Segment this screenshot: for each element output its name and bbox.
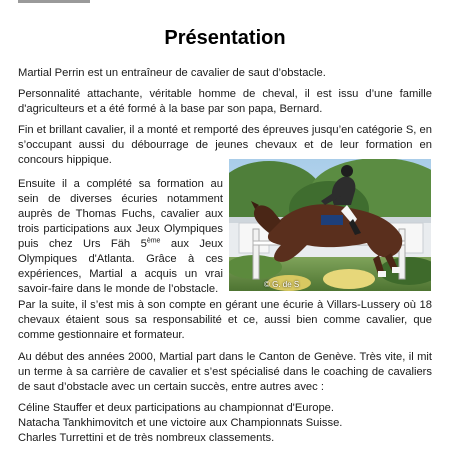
paragraph-coaching: Au début des années 2000, Martial part dans le Canton de Genève. Très vite, il mit un terme à sa carrière de cavalier et s’est spécialisé dans le coaching de cavaliers de saut d’obstacle avec un certain succès, entre autres avec : (18, 351, 432, 393)
paragraph-training (18, 177, 223, 297)
paragraph-personality: Personnalité attachante, véritable homme de cheval, il est issu d’une famille d'agriculteurs et a été formé à la base par son papa, Bernard. (18, 88, 432, 115)
photo-caption: © G. de S (264, 280, 300, 289)
list-item: Natacha Tankhimovitch et une victoire aux Championnats Suisse. (18, 417, 343, 429)
superscript-ordinal: ème (146, 237, 161, 245)
list-item: Charles Turrettini et de très nombreux classements. (18, 432, 275, 444)
paragraph-intro: Martial Perrin est un entraîneur de cavalier de saut d’obstacle. (18, 67, 326, 79)
training-text-end: aux Jeux Olympiques d'Atlanta. Grâce à ces expériences, Martial a acquis un vrai savoir-faire dans le monde de l’obstacle. (18, 238, 223, 295)
paragraph-career: Fin et brillant cavalier, il a monté et remporté des épreuves jusqu’en catégorie S, en s’occupant aussi du débourrage de jeunes chevaux et de leur formation en concours hippique. (18, 124, 432, 166)
rider-jumping-horse-photo (229, 159, 431, 291)
list-item: Céline Stauffer et deux participations au championnat d'Europe. (18, 402, 335, 414)
paragraph-own-stable: Par la suite, il s’est mis à son compte en gérant une écurie à Villars-Lussery où 18 chevaux étaient sous sa responsabilité et ce, aussi bien comme cavalier, que comme gestionnaire et formateur. (18, 299, 432, 341)
training-text-start: Ensuite il a complété sa formation au sein de diverses écuries notamment auprès de Thomas Fuchs, cavalier aux trois participations aux Jeux Olympiques puis chez Urs Fäh 5 (18, 178, 223, 250)
page-title: Présentation (164, 27, 286, 49)
header-rule (18, 0, 90, 3)
